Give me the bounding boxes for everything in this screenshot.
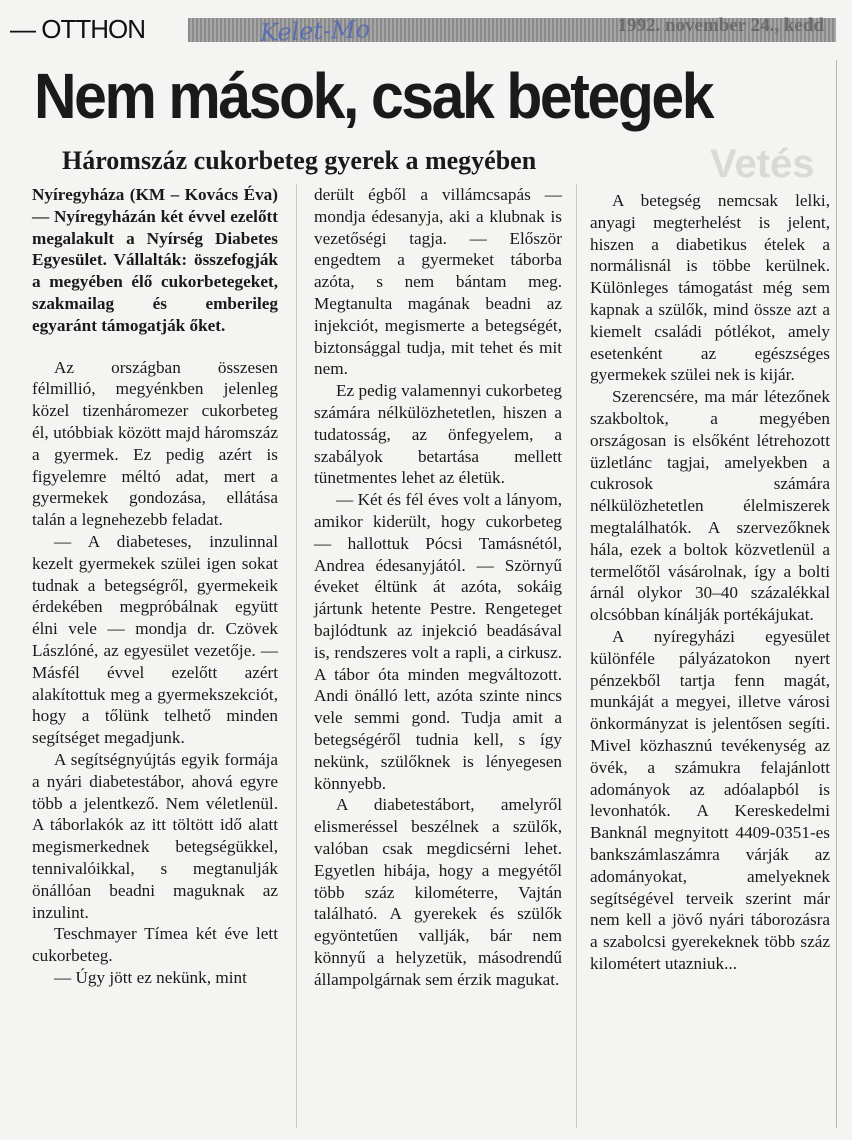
- body-paragraph: A diabetestábort, amelyről elismeréssel beszélnek a szülők, valóban csak megdicsérni lehet. Egyetlen hibája, hogy a megyétől több száz kilométerre, Vajtán található. A gyerekek és szülők egyöntetűen vallják, bár nem könnyű a helyzetük, másodrendű állampolgárnak sem érzik magukat.: [314, 795, 562, 989]
- column-divider: [296, 184, 297, 1128]
- body-paragraph: Szerencsére, ma már létezőnek szakboltok, a megyében országosan is elsőként létrehozott üzletlánc tagjai, amelyekben a cukrosok számára nélkülözhetetlen élelmiszerek megtalálhatók. A szervezőknek hála, ezek a boltok közvetlenül a termelőtől vásárolnak, így a bolti árnál olykor 30–40 százalékkal olcsóbban kínálják portékájukat.: [590, 387, 830, 625]
- article-column-3: [590, 184, 830, 975]
- body-paragraph: derült égből a villámcsapás — mondja édesanyja, aki a klubnak is vezetőségi tagja. — Először engedtem a gyermeket táborba azóta, s nem bántam meg. Megtanulta magának beadni az injekciót, megismerte a betegségét, biztonsággal tudja, mit tehet és mit nem.: [314, 185, 562, 379]
- section-label: — OTTHON: [10, 14, 145, 44]
- page-header: [10, 12, 836, 46]
- body-paragraph: — Két és fél éves volt a lányom, amikor kiderült, hogy cukorbeteg — hallottuk Pócsi Tamásnétól, Andrea édesanyjától. — Szörnyű éveket éltünk át azóta, sokáig jártunk hetente Pestre. Rengeteget bajlódtunk az injekció beadásával is, rendszeres volt a rapli, a cirkusz. A tábor óta minden megváltozott. Andi önálló lett, azóta szinte nincs vele semmi gond. Tudja amit a betegségéről tudnia kell, s így nekünk, szülőknek is lényegesen könnyebb.: [314, 490, 562, 793]
- headline: Nem mások, csak betegek: [34, 60, 713, 132]
- publication-date: 1992. november 24., kedd: [617, 15, 824, 36]
- body-paragraph: Az országban összesen félmillió, megyénkben jelenleg közel tizenháromezer cukorbeteg él, utóbbiak között majd háromszáz a gyermek. Ez pedig azért is figyelemre méltó adat, mert a gyermekek gondozása, ellátása talán a legnehezebb feladat.: [32, 357, 278, 530]
- body-paragraph: A segítségnyújtás egyik formája a nyári diabetestábor, ahová egyre több a jelentkező. Nem véletlenül. A táborlakók az itt töltött idő alatt megismerkednek betegségükkel, tennivalóikkal, s megtanulják önállóan beadni maguknak az inzulint.: [32, 749, 278, 922]
- body-paragraph: — A diabeteses, inzulinnal kezelt gyermekek szülei igen sokat tudnak a betegségről, gyermekeik érdekében megpróbálnak együtt élni vele — mondja dr. Czövek Lászlóné, az egyesület vezetője. — Másfél évvel ezelőtt azért alakítottuk meg a gyermekszekciót, hogy a tőlünk telhető minden segítséget megadjunk.: [32, 531, 278, 748]
- body-paragraph: — Úgy jött ez nekünk, mint: [54, 967, 247, 987]
- bleed-through-text: Vetés: [710, 142, 815, 186]
- handwritten-note: Kelet-Mo: [259, 15, 371, 47]
- body-paragraph: A nyíregyházi egyesület különféle pályázatokon nyert pénzekből tartja fenn magát, munkáját a megyei, illetve városi önkormányzat is jelentősen segíti. Mivel közhasznú tevékenység az övék, a számukra felajánlott adományok az adóalapból is levonhatók. A Kereskedelmi Banknál megnyitott 4409-0351-es bankszámlaszámra várják az adományokat, amelyeknek segítségével terveik szerint már nem kell a jövő nyári táborozásra a szabolcsi gyerekeknek több száz kilométert utazniuk...: [590, 626, 830, 973]
- article-column-2: [314, 184, 562, 990]
- lead-paragraph: Nyíregyháza (KM – Kovács Éva) — Nyíregyházán két évvel ezelőtt megalakult a Nyírség Diabetes Egyesület. Vállalták: összefogják a megyében élő cukorbetegeket, szakmailag és emberileg egyaránt támogatják őket.: [32, 185, 278, 335]
- article-column-1: [32, 184, 278, 989]
- body-paragraph: Ez pedig valamennyi cukorbeteg számára nélkülözhetetlen, hiszen a tudatosság, az önfegyelem, a szabályok betartása mellett tünetmentes lehet az életük.: [314, 381, 562, 488]
- body-paragraph: Teschmayer Tímea két éve lett cukorbeteg.: [32, 924, 278, 966]
- body-paragraph: A betegség nemcsak lelki, anyagi megterhelést is jelent, hiszen a diabetikus ételek a normálisnál is többe kerülnek. Különleges támogatást még sem kapnak a szülők, mind össze azt a kiemelt családi pótlékot, amely esetenként az egészséges gyermekek szülei nek is kijár.: [590, 191, 830, 385]
- subheadline: Háromszáz cukorbeteg gyerek a megyében: [62, 146, 537, 175]
- article: [28, 60, 837, 1128]
- column-divider: [576, 184, 577, 1128]
